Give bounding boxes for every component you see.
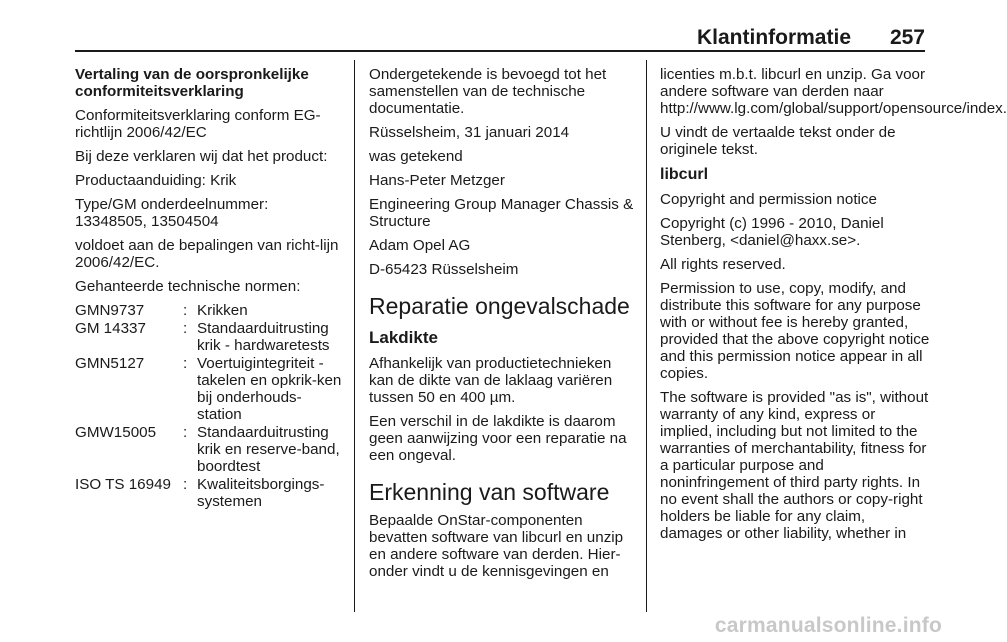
subsection-heading-libcurl: libcurl xyxy=(660,166,709,183)
paragraph: Hans-Peter Metzger xyxy=(369,172,505,189)
column-3 xyxy=(660,66,1007,549)
paragraph: Adam Opel AG xyxy=(369,237,471,254)
declaration-heading: Vertaling van de oorspronkelijke conformiteitsverklaring xyxy=(75,66,309,100)
paragraph: Een verschil in de lakdikte is daarom geen aanwijzing voor een reparatie na een ongeval. xyxy=(369,413,627,464)
norm-code: GMN5127 xyxy=(75,355,145,372)
paragraph: voldoet aan de bepalingen van richt-lijn 2006/42/EC. xyxy=(75,237,339,271)
part-number-label: Type/GM onderdeelnummer: xyxy=(75,196,269,213)
paragraph xyxy=(75,196,345,230)
table-row xyxy=(75,355,345,424)
norm-description: Standaarduitrusting krik - hardwaretests xyxy=(197,320,330,354)
page-title: Klantinformatie xyxy=(696,26,851,49)
norm-description: Krikken xyxy=(197,302,248,319)
column-divider-2 xyxy=(646,60,647,612)
paragraph: Productaanduiding: Krik xyxy=(75,172,237,189)
norm-separator: : xyxy=(183,355,188,372)
paragraph: Copyright (c) 1996 - 2010, Daniel Stenberg, <daniel@haxx.se>. xyxy=(660,215,884,249)
paragraph: Engineering Group Manager Chassis & Structure xyxy=(369,196,634,230)
table-row xyxy=(75,424,345,476)
paragraph: was getekend xyxy=(369,148,463,165)
paragraph: The software is provided "as is", without warranty of any kind, express or implied, including but not limited to the warranties of merchantability, fitness for a particular purpose and noninfringement of third party rights. In no event shall the authors or copy-right holders be liable for any claim, damages or other liability, whether in xyxy=(660,389,929,542)
column-1 xyxy=(75,66,345,511)
norm-description: Kwaliteitsborgings-systemen xyxy=(197,476,325,510)
page-header xyxy=(75,26,925,50)
norm-code: ISO TS 16949 xyxy=(75,476,171,493)
table-row xyxy=(75,476,345,511)
paragraph: Permission to use, copy, modify, and distribute this software for any purpose with or without fee is hereby granted, provided that the above copyright notice and this permission notice appear in all copies. xyxy=(660,280,930,382)
norms-table xyxy=(75,302,345,511)
paragraph: Conformiteitsverklaring conform EG-richtlijn 2006/42/EC xyxy=(75,107,321,141)
header-rule xyxy=(75,50,925,52)
norm-separator: : xyxy=(183,476,188,493)
norm-separator: : xyxy=(183,424,188,441)
table-row xyxy=(75,302,345,320)
column-2 xyxy=(369,66,634,587)
norm-code: GMW15005 xyxy=(75,424,157,441)
paragraph: Gehanteerde technische normen: xyxy=(75,278,301,295)
table-row xyxy=(75,320,345,355)
norm-separator: : xyxy=(183,320,188,337)
norm-code: GMN9737 xyxy=(75,302,145,319)
page-number: 257 xyxy=(889,26,925,49)
norm-separator: : xyxy=(183,302,188,319)
paragraph: licenties m.b.t. libcurl en unzip. Ga voor andere software van derden naar http://www.lg.com/global/support/opensource/index. xyxy=(660,66,1007,117)
paragraph: All rights reserved. xyxy=(660,256,786,273)
paragraph: Afhankelijk van productietechnieken kan de dikte van de laklaag variëren tussen 50 en 400 µm. xyxy=(369,355,613,406)
paragraph: Bepaalde OnStar-componenten bevatten software van libcurl en unzip en andere software van derden. Hier-onder vindt u de kennisgevingen en xyxy=(369,512,624,580)
paragraph: Bij deze verklaren wij dat het product: xyxy=(75,148,328,165)
paragraph: Rüsselsheim, 31 januari 2014 xyxy=(369,124,570,141)
column-divider-1 xyxy=(354,60,355,612)
norm-description: Voertuigintegriteit - takelen en opkrik-ken bij onderhouds-station xyxy=(197,355,342,423)
norm-code: GM 14337 xyxy=(75,320,146,337)
paragraph: U vindt de vertaalde tekst onder de originele tekst. xyxy=(660,124,896,158)
paragraph: D-65423 Rüsselsheim xyxy=(369,261,519,278)
watermark: carmanualsonline.info xyxy=(714,614,942,637)
norm-description: Standaarduitrusting krik en reserve-band, boordtest xyxy=(197,424,340,475)
section-heading-software: Erkenning van software xyxy=(369,479,610,505)
part-numbers: 13348505, 13504504 xyxy=(75,213,219,230)
section-heading-repair: Reparatie ongevalschade xyxy=(369,293,630,319)
subsection-heading-paint-thickness: Lakdikte xyxy=(369,328,438,347)
paragraph: Copyright and permission notice xyxy=(660,191,877,208)
paragraph: Ondergetekende is bevoegd tot het samenstellen van de technische documentatie. xyxy=(369,66,607,117)
